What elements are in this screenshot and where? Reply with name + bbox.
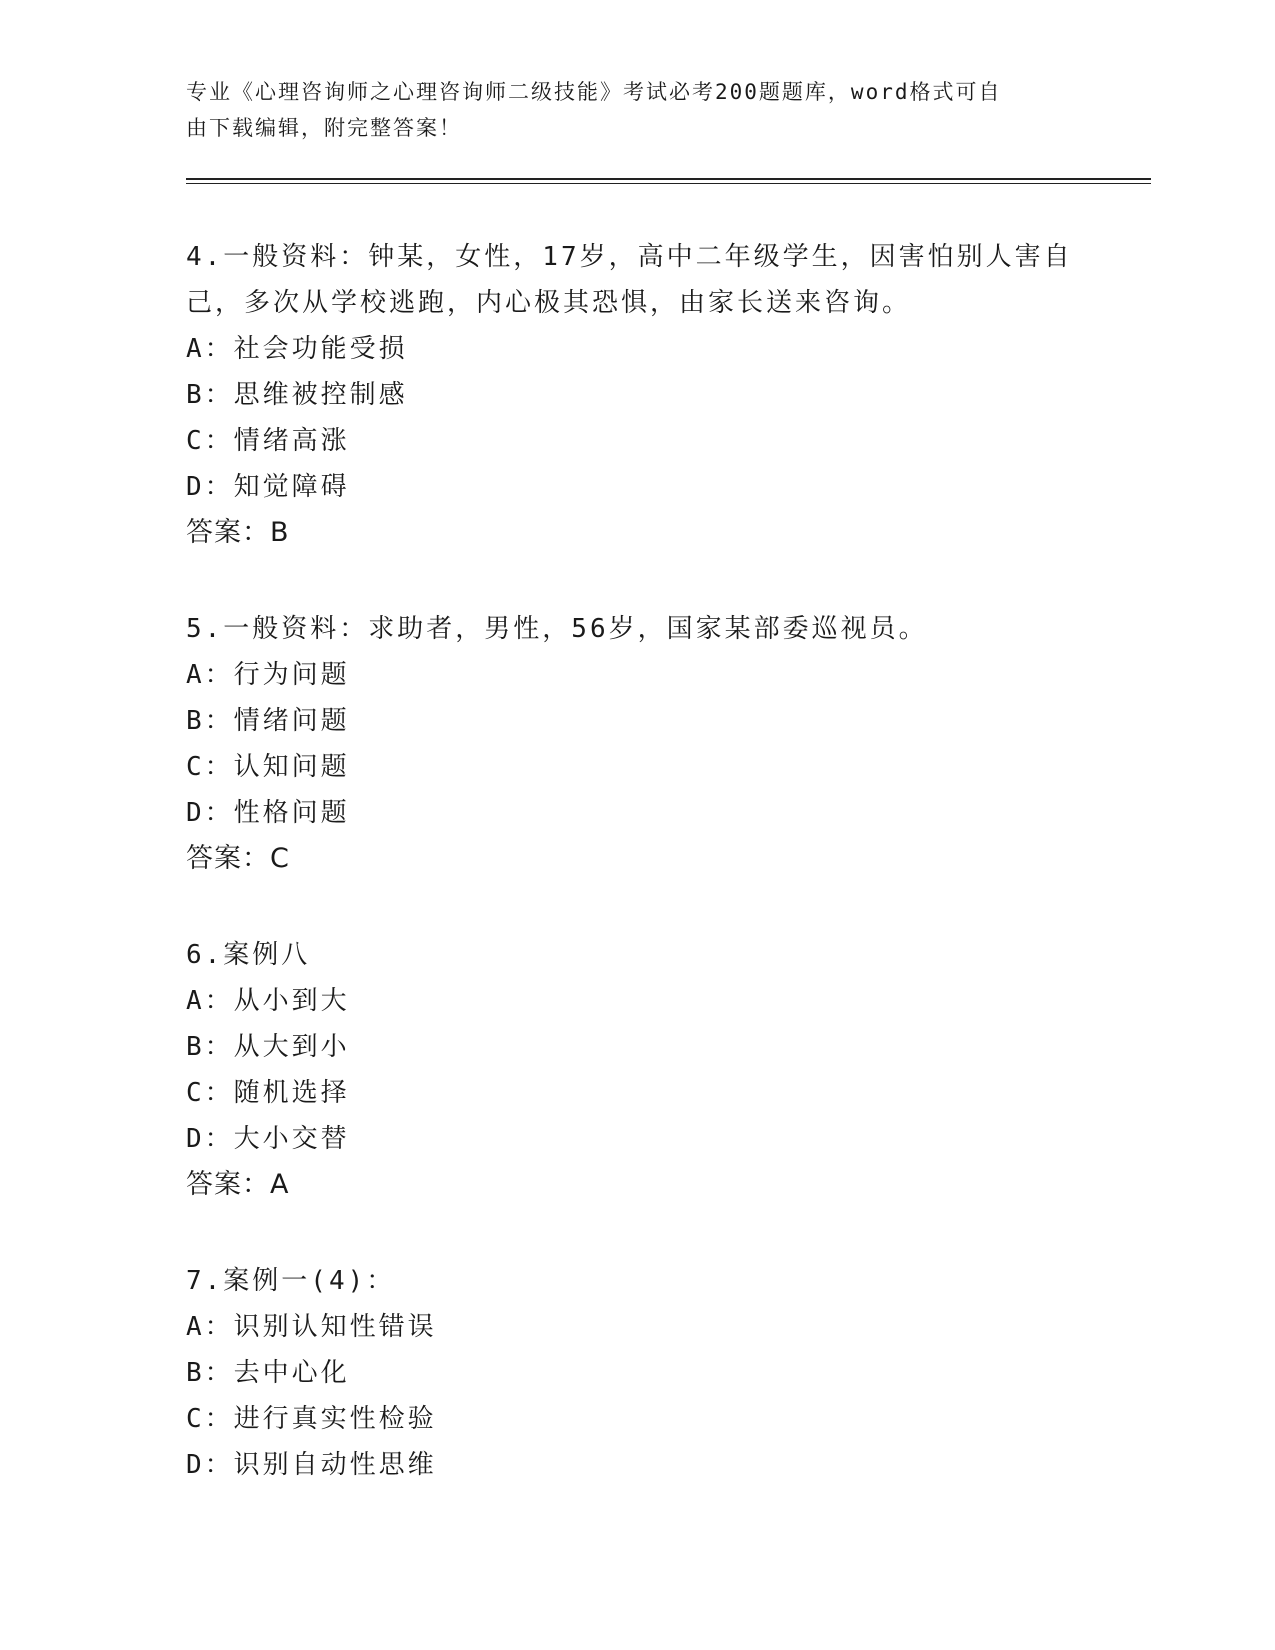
question-4 bbox=[186, 234, 1086, 556]
question-text: 4.一般资料：钟某，女性，17岁，高中二年级学生，因害怕别人害自己，多次从学校逃跑，内心极其恐惧，由家长送来咨询。 bbox=[186, 242, 1073, 318]
option-b: B：思维被控制感 bbox=[186, 380, 408, 410]
answer-line: 答案：B bbox=[186, 517, 290, 548]
question-5 bbox=[186, 606, 1086, 882]
question-text: 6.案例八 bbox=[186, 940, 311, 970]
option-c: C：情绪高涨 bbox=[186, 426, 350, 456]
question-text: 7.案例一(4)： bbox=[186, 1266, 396, 1296]
option-d: D：性格问题 bbox=[186, 798, 350, 828]
option-b: B：去中心化 bbox=[186, 1358, 350, 1388]
option-c: C：进行真实性检验 bbox=[186, 1404, 437, 1434]
option-a: A：识别认知性错误 bbox=[186, 1312, 437, 1342]
option-b: B：从大到小 bbox=[186, 1032, 350, 1062]
header-divider-thin bbox=[186, 183, 1151, 184]
answer-line: 答案：C bbox=[186, 843, 290, 874]
header-line-2: 由下载编辑，附完整答案！ bbox=[186, 116, 462, 140]
question-7 bbox=[186, 1258, 1086, 1488]
option-c: C：认知问题 bbox=[186, 752, 350, 782]
option-a: A：社会功能受损 bbox=[186, 334, 408, 364]
document-header bbox=[186, 74, 1066, 146]
header-divider-thick bbox=[186, 178, 1151, 180]
question-list bbox=[186, 234, 1086, 1538]
option-d: D：知觉障碍 bbox=[186, 472, 350, 502]
option-c: C：随机选择 bbox=[186, 1078, 350, 1108]
option-b: B：情绪问题 bbox=[186, 706, 350, 736]
option-d: D：识别自动性思维 bbox=[186, 1450, 437, 1480]
option-a: A：从小到大 bbox=[186, 986, 350, 1016]
question-6 bbox=[186, 932, 1086, 1208]
option-d: D：大小交替 bbox=[186, 1124, 350, 1154]
option-a: A：行为问题 bbox=[186, 660, 350, 690]
header-line-1: 专业《心理咨询师之心理咨询师二级技能》考试必考200题题库，word格式可自 bbox=[186, 80, 1002, 104]
question-text: 5.一般资料：求助者，男性，56岁，国家某部委巡视员。 bbox=[186, 614, 928, 644]
answer-line: 答案：A bbox=[186, 1169, 290, 1200]
